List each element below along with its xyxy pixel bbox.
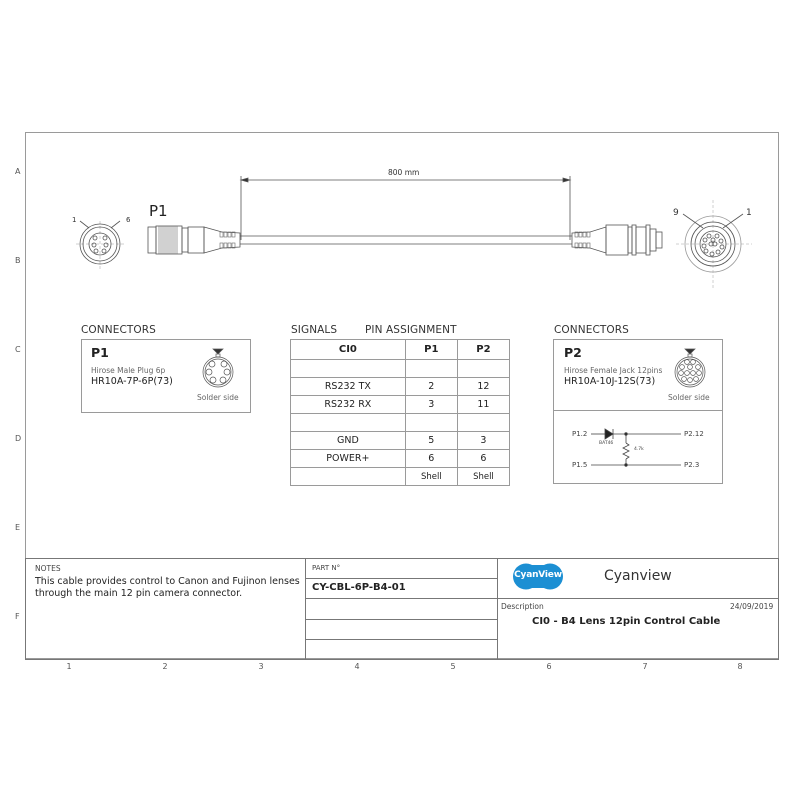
title-block-top	[25, 558, 779, 559]
cell: RS232 RX	[291, 396, 406, 414]
cell: 11	[457, 396, 509, 414]
drawing-date: 24/09/2019	[730, 602, 774, 611]
pin-assignment-title: PIN ASSIGNMENT	[365, 324, 457, 336]
p2-model: HR10A-10J-12S(73)	[564, 376, 656, 387]
p1-view-label: Solder side	[197, 393, 239, 402]
p1-pin-callout-6: 6	[126, 216, 131, 224]
p2-pin-callout-9: 9	[673, 208, 679, 218]
connectors-left-title: CONNECTORS	[81, 324, 156, 336]
row-label-f: F	[15, 612, 20, 621]
p1-pin-callout-1: 1	[72, 216, 77, 224]
title-block-divider-2	[497, 558, 498, 659]
pin-assignment-table	[290, 339, 510, 486]
col-label-3: 3	[258, 662, 264, 671]
cell: 6	[405, 450, 457, 468]
title-block-bottom	[25, 659, 779, 660]
table-row	[291, 450, 510, 468]
table-row	[291, 396, 510, 414]
p1-pinout-icon	[200, 348, 236, 390]
cell: POWER+	[291, 450, 406, 468]
cell	[457, 360, 509, 378]
col-label-6: 6	[546, 662, 552, 671]
cell	[291, 468, 406, 486]
cell: GND	[291, 432, 406, 450]
table-row	[291, 468, 510, 486]
p2-description: Hirose Female Jack 12pins	[564, 366, 663, 375]
table-row	[291, 360, 510, 378]
header-ci0: CI0	[291, 340, 406, 360]
title-block-right	[778, 558, 779, 659]
cell: 5	[405, 432, 457, 450]
cell: 6	[457, 450, 509, 468]
table-header-row	[291, 340, 510, 360]
row-label-a: A	[15, 167, 21, 176]
company-name: Cyanview	[604, 568, 672, 584]
resistor-label: 4.7k	[634, 447, 644, 452]
p1-model: HR10A-7P-6P(73)	[91, 376, 173, 387]
p1-description: Hirose Male Plug 6p	[91, 366, 166, 375]
schematic-out-top: P2.12	[684, 430, 704, 438]
part-number-label: PART N°	[312, 564, 341, 572]
table-row	[291, 432, 510, 450]
col-label-5: 5	[450, 662, 456, 671]
table-row	[291, 414, 510, 432]
row-label-b: B	[15, 256, 21, 265]
schematic-in-bottom: P1.5	[572, 461, 588, 469]
cell: 2	[405, 378, 457, 396]
cell: RS232 TX	[291, 378, 406, 396]
p2-pinout-icon	[672, 348, 708, 390]
p1-name: P1	[91, 345, 109, 360]
description-label: Description	[501, 602, 544, 611]
row-label-c: C	[15, 345, 21, 354]
cell	[405, 414, 457, 432]
title-block-divider-1	[305, 558, 306, 659]
cable-length-label: 800 mm	[388, 168, 420, 177]
row-label-d: D	[15, 434, 22, 443]
row-label-e: E	[15, 523, 21, 532]
signals-title: SIGNALS	[291, 324, 338, 336]
schematic-out-bottom: P2.3	[684, 461, 700, 469]
col-label-2: 2	[162, 662, 168, 671]
logo-text: CyanView	[514, 570, 562, 580]
drawing-description: CI0 - B4 Lens 12pin Control Cable	[532, 616, 721, 627]
p2-pin-callout-1: 1	[746, 208, 752, 218]
connectors-right-title: CONNECTORS	[554, 324, 629, 336]
p2-name: P2	[564, 345, 582, 360]
cell: 12	[457, 378, 509, 396]
part-row-line	[305, 578, 497, 579]
cell: 3	[405, 396, 457, 414]
p2-view-label: Solder side	[668, 393, 710, 402]
row-line-3	[305, 619, 497, 620]
header-p2: P2	[457, 340, 509, 360]
diode-label: BAT46	[599, 441, 614, 446]
cell: Shell	[405, 468, 457, 486]
col-label-7: 7	[642, 662, 648, 671]
schematic-in-top: P1.2	[572, 430, 588, 438]
notes-label: NOTES	[35, 564, 61, 573]
col-label-4: 4	[354, 662, 360, 671]
cell	[291, 360, 406, 378]
col-label-8: 8	[737, 662, 743, 671]
cell	[405, 360, 457, 378]
cell	[457, 414, 509, 432]
header-p1: P1	[405, 340, 457, 360]
notes-text: This cable provides control to Canon and Fujinon lenses through the main 12 pin camera connector.	[35, 576, 300, 599]
p1-drawing-label: P1	[149, 202, 168, 220]
cyanview-logo	[513, 563, 563, 590]
row-line-4	[305, 639, 497, 640]
table-row	[291, 378, 510, 396]
mid-row-line	[305, 598, 778, 599]
part-number: CY-CBL-6P-B4-01	[312, 582, 406, 593]
col-label-1: 1	[66, 662, 72, 671]
cell: Shell	[457, 468, 509, 486]
cell: 3	[457, 432, 509, 450]
title-block-left	[25, 558, 26, 659]
cell	[291, 414, 406, 432]
